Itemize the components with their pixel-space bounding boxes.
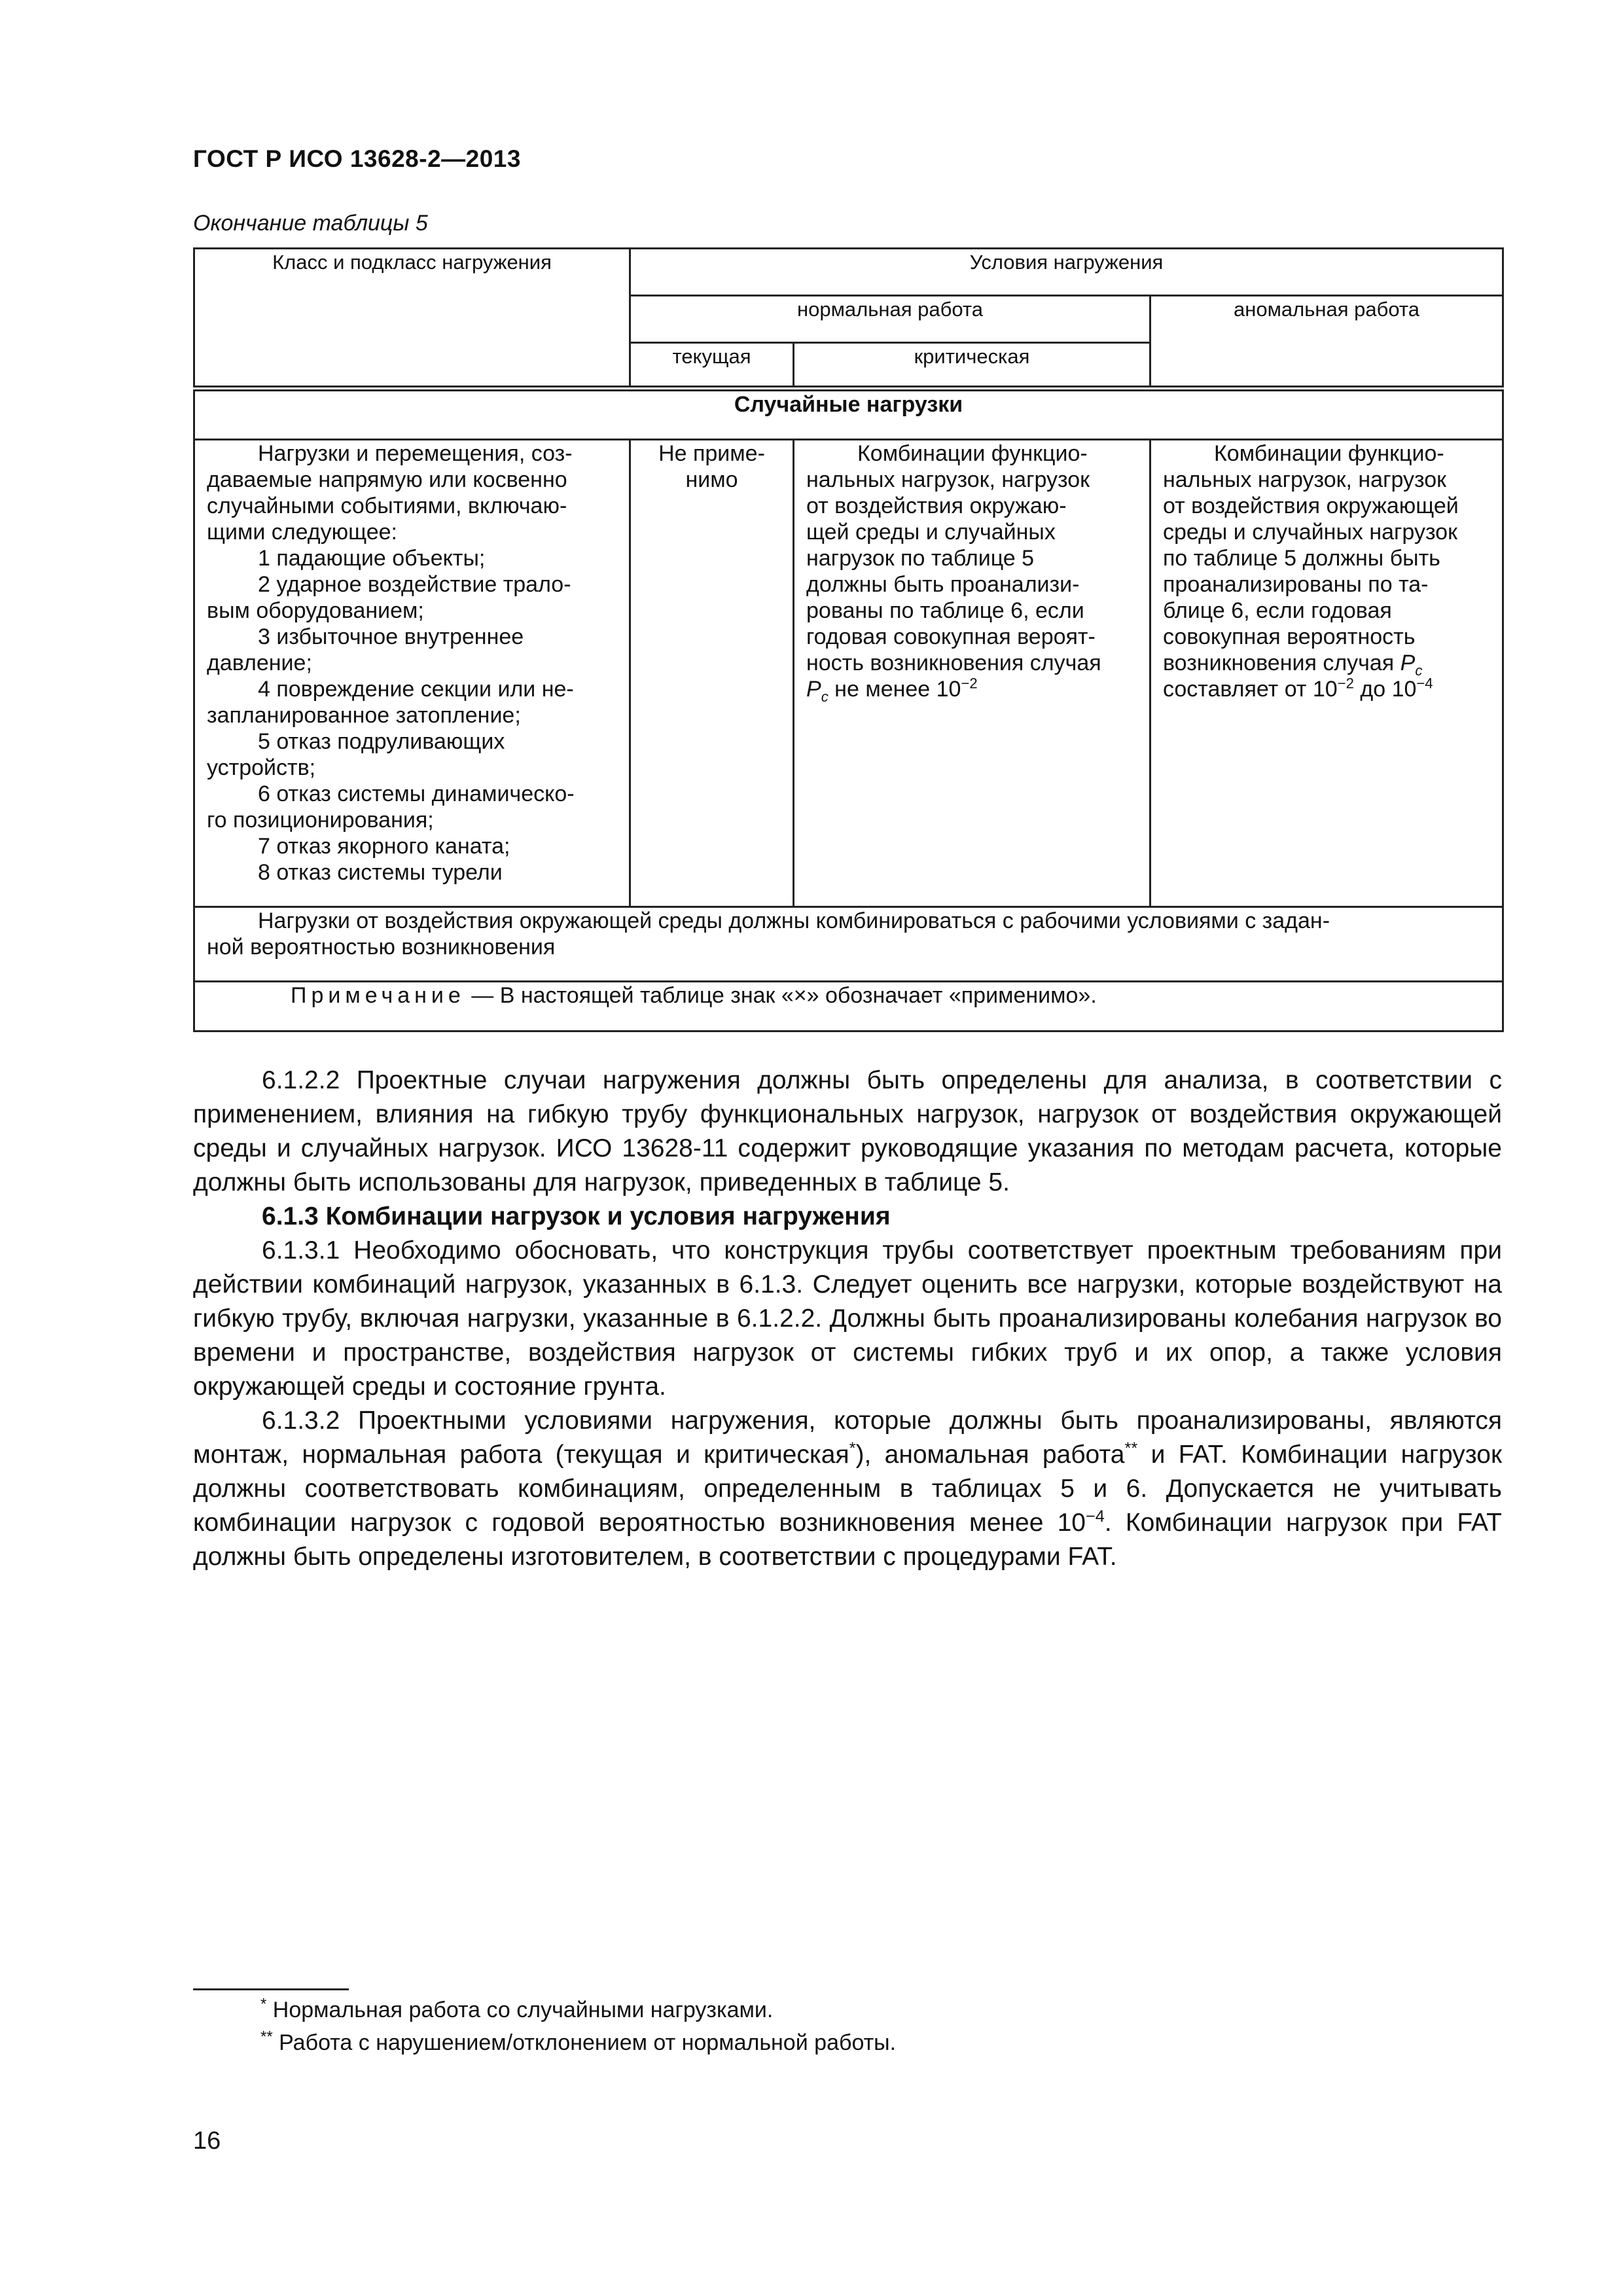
footnote-1 bbox=[260, 1995, 774, 2023]
probability-symbol: P bbox=[1400, 651, 1416, 675]
footnote-mark: * bbox=[260, 1995, 267, 2013]
section-heading-6-1-3: 6.1.3 Комбинации нагрузок и условия нагружения bbox=[262, 1202, 891, 1230]
note-label: Примечание bbox=[291, 983, 465, 1008]
col-header-class: Класс и подкласс нагружения bbox=[194, 249, 630, 389]
critical-exponent: −2 bbox=[961, 675, 978, 692]
combine-note-cell bbox=[194, 907, 1503, 982]
paragraph-6-1-2-2: 6.1.2.2 Проектные случаи нагружения должны быть определены для анализа, в соответствии с применением, влияния на гибкую трубу функциональных нагрузок, нагрузок от воздействия окружающей среды и случайных нагрузок. ИСО 13628-11 содержит руководящие указания по методам расчета, которые должны быть использованы для нагрузок, приведенных в таблице 5. bbox=[193, 1066, 1502, 1196]
critical-line: нагрузок по таблице 5 bbox=[806, 546, 1035, 571]
row-abnormal-cell bbox=[1150, 440, 1503, 907]
probability-subscript: c bbox=[1415, 662, 1423, 679]
abnormal-line: Комбинации функцио- bbox=[1214, 441, 1444, 466]
abnormal-last-line bbox=[1163, 676, 1490, 702]
abnormal-line: среды и случайных нагрузок bbox=[1163, 520, 1457, 545]
abnormal-exponent-1: −2 bbox=[1337, 675, 1354, 692]
critical-line: Комбинации функцио- bbox=[857, 441, 1088, 466]
critical-line: должны быть проанализи- bbox=[806, 572, 1080, 597]
class-line: го позиционирования; bbox=[207, 808, 434, 833]
class-line: 7 отказ якорного каната; bbox=[258, 834, 510, 859]
footnote-divider bbox=[193, 1988, 349, 1990]
critical-line: годовая совокупная вероят- bbox=[806, 624, 1096, 649]
footnote-text: Работа с нарушением/отклонением от нормальной работы. bbox=[272, 2030, 897, 2055]
paragraph-6-1-3-1: 6.1.3.1 Необходимо обосновать, что конструкция трубы соответствует проектным требованиям при действии комбинаций нагрузок, указанных в 6.1.3. Следует оценить все нагрузки, которые воздействуют на гибкую трубу, включая нагрузки, указанные в 6.1.2.2. Должны быть проанализированы колебания нагрузок во времени и пространстве, воздействия нагрузок от системы гибких труб и их опор, а также условия окружающей среды и состояние грунта. bbox=[193, 1236, 1502, 1401]
critical-last-line bbox=[806, 675, 1137, 705]
class-line: 1 падающие объекты; bbox=[258, 546, 486, 571]
row-critical-cell bbox=[794, 440, 1150, 907]
combine-note-line: Нагрузки от воздействия окружающей среды должны комбинироваться с рабочими условиями с задан- bbox=[258, 908, 1330, 933]
class-line: случайными событиями, включаю- bbox=[207, 493, 567, 518]
current-line: нимо bbox=[685, 467, 738, 492]
row-class-cell bbox=[194, 440, 630, 907]
current-line: Не приме- bbox=[658, 441, 765, 466]
document-header: ГОСТ Р ИСО 13628-2—2013 bbox=[193, 145, 521, 172]
class-line: запланированное затопление; bbox=[207, 703, 521, 728]
abnormal-case-line bbox=[1163, 650, 1490, 679]
class-line: вым оборудованием; bbox=[207, 598, 424, 623]
row-current-cell bbox=[630, 440, 794, 907]
abnormal-line: по таблице 5 должны быть bbox=[1163, 546, 1440, 571]
footnote-ref: ** bbox=[1124, 1439, 1138, 1458]
col-header-normal: нормальная работа bbox=[630, 296, 1150, 343]
critical-line: от воздействия окружаю- bbox=[806, 493, 1067, 518]
footnote-text: Нормальная работа со случайными нагрузками. bbox=[266, 1998, 774, 2022]
class-line: даваемые напрямую или косвенно bbox=[207, 467, 567, 492]
critical-line: нальных нагрузок, нагрузок bbox=[806, 467, 1090, 492]
class-line: 8 отказ системы турели bbox=[258, 860, 503, 885]
table-caption: Окончание таблицы 5 bbox=[193, 211, 428, 236]
class-line: Нагрузки и перемещения, соз- bbox=[258, 441, 573, 466]
class-line: устройств; bbox=[207, 755, 316, 780]
class-line: 2 ударное воздействие трало- bbox=[258, 572, 571, 597]
exponent: −4 bbox=[1085, 1507, 1105, 1526]
abnormal-case-text: возникновения случая bbox=[1163, 651, 1400, 675]
critical-line: щей среды и случайных bbox=[806, 520, 1056, 545]
critical-line: рованы по таблице 6, если bbox=[806, 598, 1084, 623]
col-header-critical: критическая bbox=[794, 343, 1150, 389]
critical-threshold: не менее 10 bbox=[828, 677, 961, 702]
abnormal-line: от воздействия окружающей bbox=[1163, 493, 1459, 518]
footnote-mark: ** bbox=[260, 2028, 273, 2046]
class-line: 4 повреждение секции или не- bbox=[258, 677, 574, 702]
page-number: 16 bbox=[193, 2127, 221, 2155]
abnormal-line: проанализированы по та- bbox=[1163, 572, 1429, 597]
class-line: щими следующее: bbox=[207, 520, 397, 545]
abnormal-line: блице 6, если годовая bbox=[1163, 598, 1392, 623]
col-header-current: текущая bbox=[630, 343, 794, 389]
col-header-conditions: Условия нагружения bbox=[630, 249, 1503, 296]
footnote-ref: * bbox=[849, 1439, 856, 1458]
paragraph-6-1-3-2: 6.1.3.2 Проектными условиями нагружения, которые должны быть проанализированы, являются монтаж, нормальная работа (текущая и критическая*), аномальная работа** и FAT. Комбинации нагрузок должны соответствовать комбинациям, определенным в таблицах 5 и 6. Допускается не учитывать комбинации нагрузок с годовой вероятностью возникновения менее $10^{-4}$. Комбинации нагрузок при FAT должны быть определены изготовителем, в соответствии с процедурами FAT. bbox=[193, 1407, 1503, 1571]
abnormal-line: совокупная вероятность bbox=[1163, 624, 1416, 649]
combine-note-line: ной вероятностью возникновения bbox=[207, 935, 556, 960]
abnormal-line: нальных нагрузок, нагрузок bbox=[1163, 467, 1447, 492]
loads-table bbox=[193, 247, 1504, 1032]
class-line: 6 отказ системы динамическо- bbox=[258, 781, 575, 806]
table-note-cell bbox=[194, 982, 1503, 1031]
probability-symbol: P bbox=[806, 677, 821, 702]
footnote-2 bbox=[260, 2030, 896, 2056]
probability-subscript: c bbox=[821, 688, 829, 705]
class-line: 5 отказ подруливающих bbox=[258, 729, 505, 754]
body-text bbox=[193, 1064, 1502, 1574]
class-line: давление; bbox=[207, 651, 312, 675]
critical-line: ность возникновения случая bbox=[806, 651, 1101, 675]
abnormal-range-from: составляет от 10 bbox=[1163, 677, 1338, 702]
abnormal-range-to: до 10 bbox=[1353, 677, 1417, 702]
class-line: 3 избыточное внутреннее bbox=[258, 624, 524, 649]
section-title: Случайные нагрузки bbox=[194, 389, 1503, 440]
note-text: — В настоящей таблице знак «×» обозначает «применимо». bbox=[465, 983, 1097, 1008]
col-header-abnormal: аномальная работа bbox=[1150, 296, 1503, 389]
abnormal-exponent-2: −4 bbox=[1416, 675, 1433, 692]
